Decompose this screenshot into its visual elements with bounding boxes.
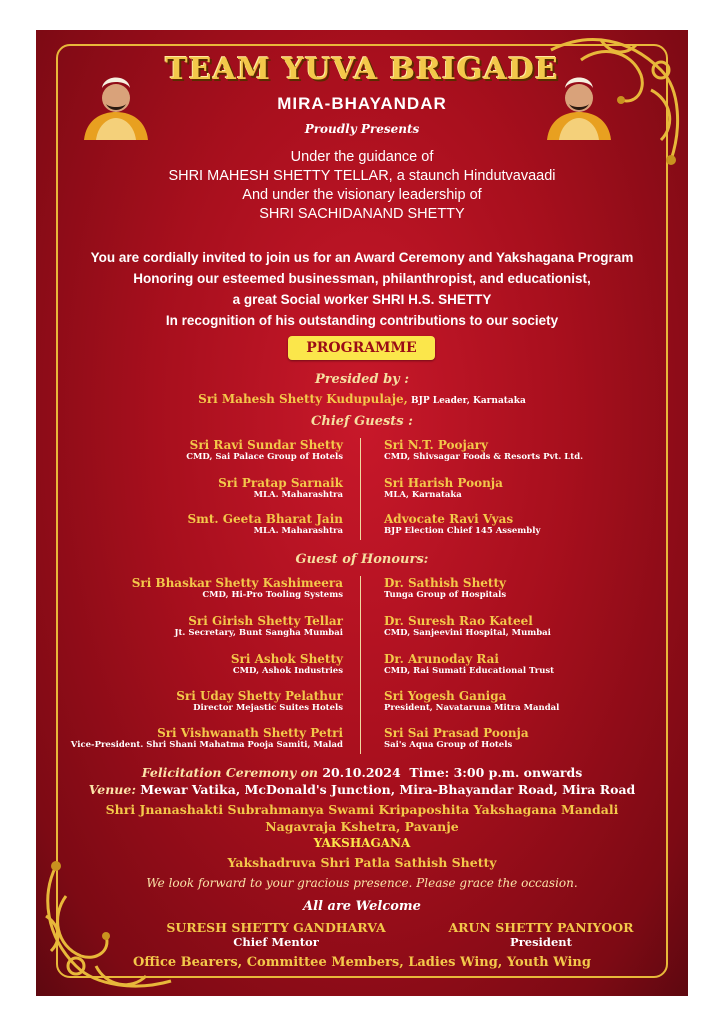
guest-name: Sri Bhaskar Shetty Kashimeera	[131, 576, 343, 590]
guest-role: MLA. Maharashtra	[253, 526, 343, 536]
president-block	[421, 920, 661, 949]
guest-role: Director Mejastic Suites Hotels	[193, 703, 343, 713]
venue-text: Mewar Vatika, McDonald's Junction, Mira-Bhayandar Road, Mira Road	[140, 782, 636, 797]
honour-guest-left	[174, 614, 343, 638]
invitation-card	[36, 30, 688, 996]
chief-guest-right	[384, 476, 503, 500]
footer-line: Office Bearers, Committee Members, Ladies Wing, Youth Wing	[133, 955, 591, 970]
guest-name: Dr. Suresh Rao Kateel	[384, 614, 533, 628]
guest-name: Sri Uday Shetty Pelathur	[176, 689, 343, 703]
guest-name: Sri Ravi Sundar Shetty	[189, 438, 343, 452]
presided-name: Sri Mahesh Shetty Kudupulaje,	[198, 392, 408, 406]
chief-guests-heading: Chief Guests :	[311, 414, 413, 429]
guest-role: CMD, Ashok Industries	[232, 666, 343, 676]
yakshagana-place: Nagavraja Kshetra, Pavanje	[265, 819, 459, 834]
chief-guests-divider	[360, 438, 361, 540]
honour-guest-right	[384, 689, 559, 713]
event-title: TEAM YUVA BRIGADE	[165, 52, 559, 87]
yakshagana-mandali: Shri Jnanashakti Subrahmanya Swami Kripaposhita Yakshagana Mandali	[105, 802, 619, 817]
ceremony-line	[36, 765, 688, 780]
chief-mentor-name: SURESH SHETTY GANDHARVA	[166, 920, 386, 935]
honour-guest-right	[384, 652, 554, 676]
guest-role: CMD, Shivsagar Foods & Resorts Pvt. Ltd.	[384, 452, 584, 462]
guest-name: Sri Yogesh Ganiga	[384, 689, 507, 703]
guidance-block	[36, 148, 688, 224]
invitation-block	[36, 247, 688, 331]
guest-role: MLA. Maharashtra	[253, 490, 343, 500]
invite-line: You are cordially invited to join us for an Award Ceremony and Yakshagana Program	[90, 250, 634, 265]
guest-name: Dr. Sathish Shetty	[384, 576, 506, 590]
honour-guest-right	[384, 726, 529, 750]
honour-guest-left	[176, 689, 343, 713]
guest-role: CMD, Rai Sumati Educational Trust	[384, 666, 555, 676]
guest-role: CMD, Sanjeevini Hospital, Mumbai	[384, 628, 551, 638]
ceremony-date: 20.10.2024	[322, 765, 401, 780]
chief-guest-left	[186, 438, 343, 462]
chief-guest-right	[384, 438, 583, 462]
honour-guest-left	[231, 652, 343, 676]
guests-of-honour-heading: Guest of Honours:	[295, 552, 429, 567]
guest-role: MLA, Karnataka	[384, 490, 462, 500]
guest-name: Sri N.T. Poojary	[384, 438, 488, 452]
venue-label: Venue:	[88, 782, 136, 797]
guest-role: Sai's Aqua Group of Hotels	[384, 740, 513, 750]
presided-role: BJP Leader, Karnataka	[407, 396, 526, 406]
president-name: ARUN SHETTY PANIYOOR	[448, 920, 634, 935]
guest-role: BJP Election Chief 145 Assembly	[384, 526, 541, 536]
invite-line: In recognition of his outstanding contributions to our society	[165, 313, 559, 328]
presided-heading: Presided by :	[314, 372, 410, 387]
look-forward-text: We look forward to your gracious presence. Please grace the occasion.	[146, 876, 578, 890]
honour-guest-right	[384, 576, 506, 600]
honour-guest-left	[71, 726, 343, 750]
guest-role: CMD, Sai Palace Group of Hotels	[186, 452, 343, 462]
chief-guest-left	[188, 512, 343, 536]
guest-name: Sri Ashok Shetty	[230, 652, 343, 666]
honour-divider	[360, 576, 361, 754]
chief-guest-left	[218, 476, 343, 500]
guest-name: Dr. Arunoday Rai	[384, 652, 499, 666]
guest-name: Smt. Geeta Bharat Jain	[187, 512, 343, 526]
venue-line	[36, 782, 688, 797]
chief-guest-right	[384, 512, 540, 536]
invite-line: a great Social worker SHRI H.S. SHETTY	[232, 292, 492, 307]
yakshagana-label: YAKSHAGANA	[313, 836, 411, 850]
chief-mentor-block	[156, 920, 396, 949]
guest-name: Sri Girish Shetty Tellar	[188, 614, 343, 628]
honour-guest-left	[132, 576, 343, 600]
ceremony-time: Time: 3:00 p.m. onwards	[409, 765, 583, 780]
intro-line: And under the visionary leadership of	[242, 187, 482, 203]
guest-role: Vice-President. Shri Shani Mahatma Pooja Samiti, Malad	[70, 740, 343, 750]
guest-name: Sri Harish Poonja	[384, 476, 503, 490]
yakshagana-artist: Yakshadruva Shri Patla Sathish Shetty	[227, 855, 497, 870]
chief-mentor-role: Chief Mentor	[233, 935, 319, 949]
invite-line: Honoring our esteemed businessman, philanthropist, and educationist,	[133, 271, 591, 286]
intro-line: SHRI MAHESH SHETTY TELLAR, a staunch Hindutvavaadi	[168, 168, 556, 184]
guest-name: Sri Vishwanath Shetty Petri	[157, 726, 343, 740]
event-subtitle: MIRA-BHAYANDAR	[277, 94, 447, 113]
guest-name: Advocate Ravi Vyas	[384, 512, 514, 526]
guest-name: Sri Pratap Sarnaik	[218, 476, 343, 490]
guest-role: Jt. Secretary, Bunt Sangha Mumbai	[174, 628, 343, 638]
guest-role: Tunga Group of Hospitals	[384, 590, 507, 600]
welcome-text: All are Welcome	[303, 899, 421, 914]
guest-role: CMD, Hi-Pro Tooling Systems	[202, 590, 343, 600]
programme-badge: PROGRAMME	[288, 336, 435, 360]
guest-name: Sri Sai Prasad Poonja	[384, 726, 529, 740]
intro-line: SHRI SACHIDANAND SHETTY	[259, 206, 465, 222]
intro-line: Under the guidance of	[290, 149, 434, 165]
president-role: President	[510, 935, 572, 949]
honour-guest-right	[384, 614, 551, 638]
ceremony-label: Felicitation Ceremony on	[141, 765, 318, 780]
presided-line	[36, 390, 688, 408]
presents-text: Proudly Presents	[304, 122, 420, 136]
guest-role: President, Navataruna Mitra Mandal	[384, 703, 560, 713]
